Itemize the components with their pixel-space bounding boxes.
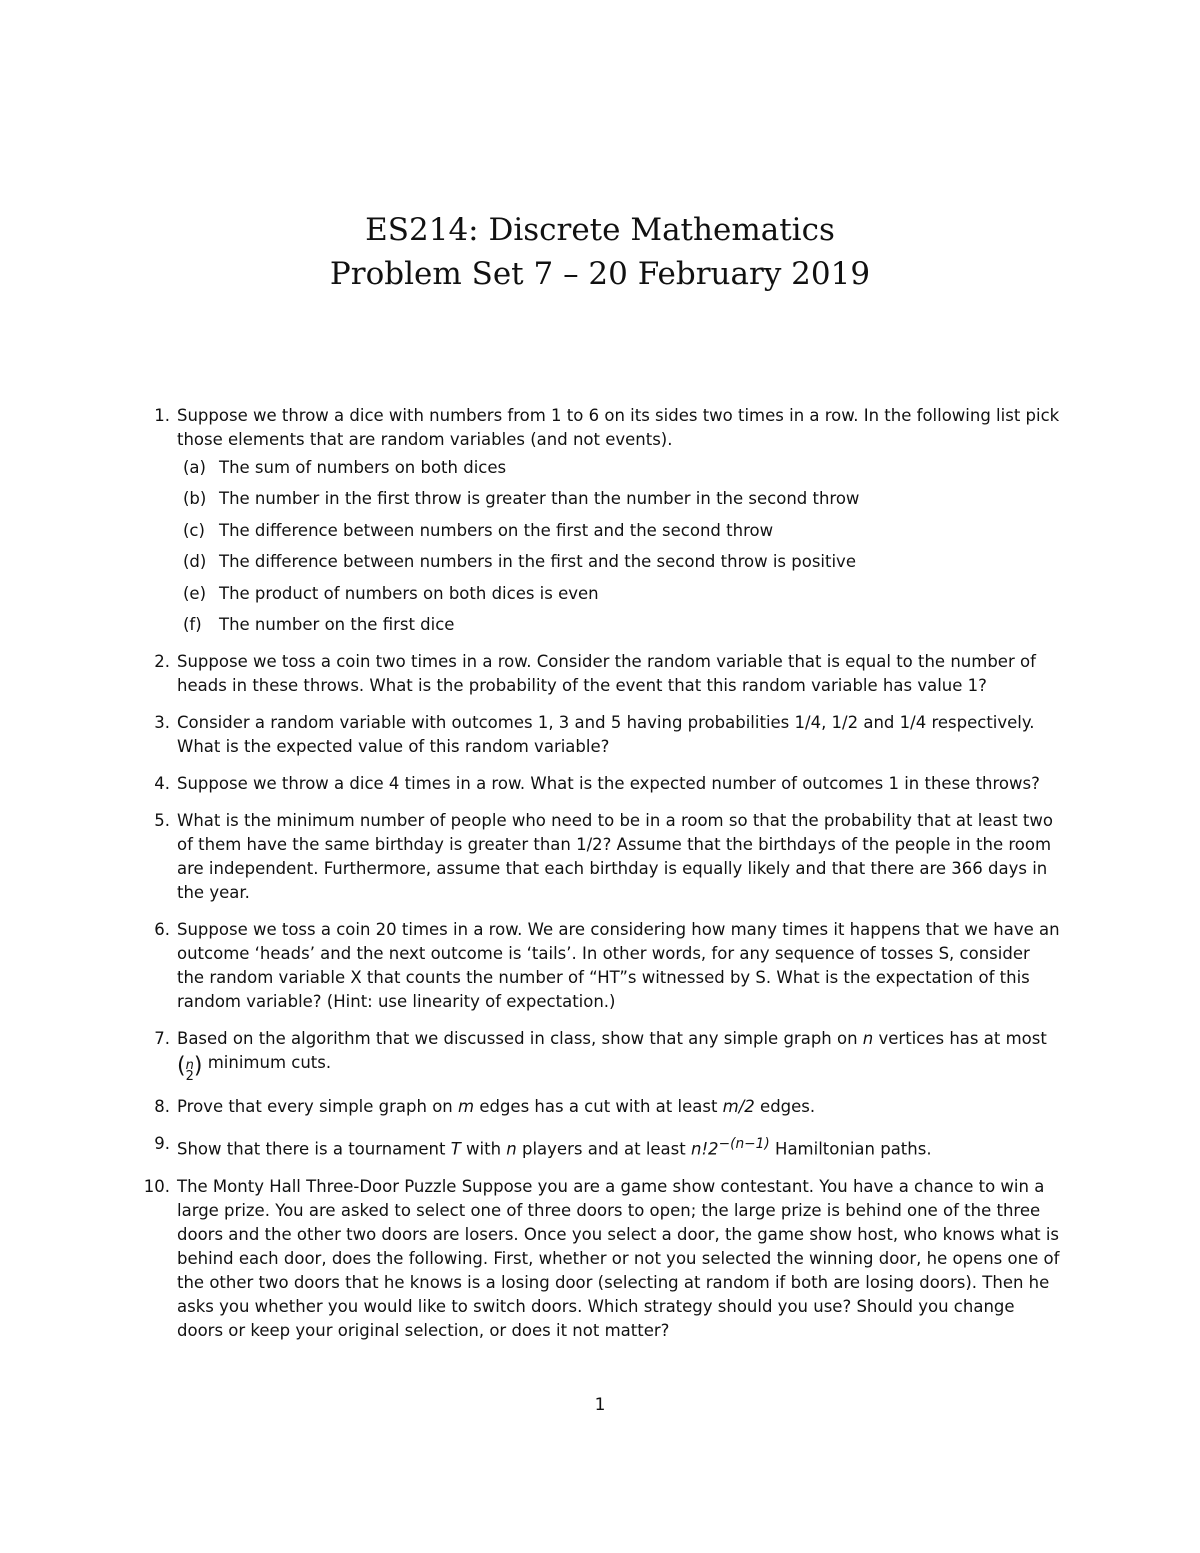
problem-text: What is the minimum number of people who need to be in a room so that the probability that at least two of them have the same birthday is greater than 1/2? Assume that the birthdays of the people in the room are independent. Furthermore, assume that each birthday is equally likely and that there are 366 days in the year.	[177, 810, 1053, 902]
text-segment: with	[460, 1139, 507, 1159]
math-variable: m	[458, 1097, 475, 1117]
subitem-text: The number on the first dice	[219, 614, 455, 634]
subitem-e	[177, 582, 1060, 606]
problem-number: 10.	[143, 1176, 170, 1196]
problem-text: Suppose we toss a coin 20 times in a row. We are considering how many times it happens that we have an outcome ‘heads’ and the next outcome is ‘tails’. In other words, for any sequence of tosses S, consider the random variable X that counts the number of “HT”s witnessed by S. What is the expectation of this random variable? (Hint: use linearity of expectation.)	[177, 919, 1060, 1011]
problem-number: 7.	[154, 1028, 170, 1048]
problem-set-title: Problem Set 7 – 20 February 2019	[329, 256, 871, 292]
subitem-b	[177, 487, 1060, 511]
subitem-text: The difference between numbers on the first and the second throw	[219, 520, 774, 540]
math-variable: n	[862, 1028, 874, 1048]
problem-text: The Monty Hall Three-Door Puzzle Suppose you are a game show contestant. You have a chance to win a large prize. You are asked to select one of three doors to open; the large prize is behind one of the three doors and the other two doors are losers. Once you select a door, the game show host, who knows what is behind each door, does the following. First, whether or not you selected the winning door, he opens one of the other two doors that he knows is a losing door (selecting at random if both are losing doors). Then he asks you whether you would like to switch doors. Which strategy should you use? Should you change doors or keep your original selection, or does it not matter?	[177, 1176, 1060, 1340]
math-expression: m/2	[722, 1097, 755, 1117]
problem-list	[143, 404, 1060, 1356]
subitem-label: (b)	[183, 489, 207, 509]
subitem-text: The product of numbers on both dices is even	[219, 583, 599, 603]
problem-number: 3.	[154, 712, 170, 732]
problem-6	[148, 918, 1060, 1014]
problem-text	[177, 1132, 1060, 1162]
problem-number: 9.	[154, 1134, 170, 1154]
problem-1	[148, 404, 1060, 637]
binom-top: n	[185, 1058, 194, 1074]
math-expression: n!2	[690, 1139, 719, 1159]
problem-3	[148, 711, 1060, 759]
problem-number: 6.	[154, 919, 170, 939]
subitem-text: The number in the first throw is greater than the number in the second throw	[219, 489, 860, 509]
subitem-label: (c)	[183, 520, 205, 540]
problem-number: 2.	[154, 651, 170, 671]
text-segment: Based on the algorithm that we discussed in class, show that any simple graph on	[177, 1028, 863, 1048]
subitem-c	[177, 519, 1060, 543]
problem-text	[177, 1027, 1060, 1083]
text-segment: edges has a cut with at least	[474, 1097, 723, 1117]
text-segment: vertices has at most	[873, 1028, 1047, 1048]
math-variable: n	[506, 1139, 517, 1159]
subitem-label: (f)	[183, 614, 202, 634]
math-exponent: −(n−1)	[718, 1136, 770, 1153]
subitem-f	[177, 613, 1060, 637]
problem-10	[143, 1175, 1060, 1343]
problem-text	[177, 1095, 1060, 1119]
problem-9	[148, 1132, 1060, 1162]
text-segment: minimum cuts.	[202, 1052, 332, 1072]
problem-text: Suppose we throw a dice with numbers from 1 to 6 on its sides two times in a row. In the following list pick those elements that are random variables (and not events).	[177, 406, 1060, 449]
problem-text: Suppose we toss a coin two times in a row. Consider the random variable that is equal to the number of heads in these throws. What is the probability of the event that this random variable has value 1?	[177, 651, 1036, 695]
problem-text: Consider a random variable with outcomes 1, 3 and 5 having probabilities 1/4, 1/2 and 1/4 respectively. What is the expected value of this random variable?	[177, 712, 1035, 756]
problem-number: 5.	[154, 810, 170, 830]
subitem-label: (d)	[183, 552, 207, 572]
problem-8	[148, 1095, 1060, 1119]
binomial-coefficient: (n 2)	[177, 1053, 203, 1085]
subitem-list	[177, 456, 1060, 637]
problem-5	[148, 809, 1060, 905]
text-segment: Hamiltonian paths.	[769, 1139, 932, 1159]
subitem-text: The sum of numbers on both dices	[219, 458, 507, 477]
subitem-a	[177, 456, 1060, 480]
problem-text: Suppose we throw a dice 4 times in a row. What is the expected number of outcomes 1 in these throws?	[177, 773, 1040, 793]
problem-4	[148, 772, 1060, 796]
math-variable: T	[450, 1139, 461, 1159]
subitem-label: (e)	[183, 583, 207, 603]
subitem-text: The difference between numbers in the first and the second throw is positive	[219, 552, 856, 572]
course-title: ES214: Discrete Mathematics	[365, 212, 835, 248]
text-segment: Prove that every simple graph on	[177, 1097, 458, 1117]
text-segment: Show that there is a tournament	[177, 1139, 451, 1159]
text-segment: players and at least	[516, 1139, 691, 1159]
problem-7	[148, 1027, 1060, 1083]
subitem-label: (a)	[183, 458, 206, 477]
problem-number: 8.	[154, 1097, 170, 1117]
binom-bottom: 2	[185, 1069, 194, 1085]
document-title	[0, 208, 1200, 296]
page-number: 1	[594, 1395, 606, 1415]
problem-2	[148, 650, 1060, 698]
problem-number: 4.	[154, 773, 170, 793]
text-segment: edges.	[754, 1097, 816, 1117]
subitem-d	[177, 550, 1060, 574]
problem-number: 1.	[154, 406, 170, 425]
